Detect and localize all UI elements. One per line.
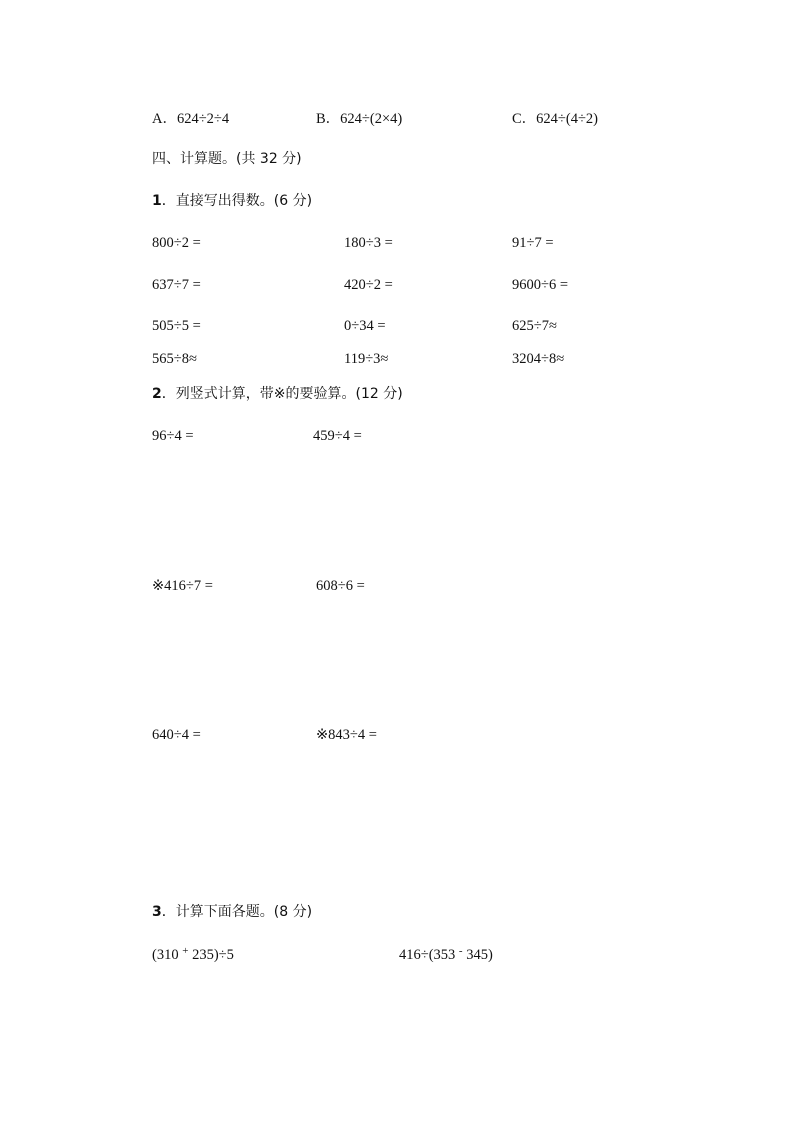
q2-item: ※416÷7 = xyxy=(152,578,213,594)
q1-item: 637÷7 = xyxy=(152,277,201,293)
q3-expression-1 xyxy=(152,945,234,963)
q1-item: 0÷34 = xyxy=(344,318,386,334)
option-b: B．624÷(2×4) xyxy=(316,111,403,127)
section-heading: 四、计算题。(共 32 分) xyxy=(152,151,302,167)
expr-part: 345) xyxy=(462,947,493,963)
q2-item: 96÷4 = xyxy=(152,428,194,444)
q3-expression-2 xyxy=(399,945,493,963)
question-number: 1 xyxy=(152,193,162,209)
expr-part: 416÷(353 xyxy=(399,947,459,963)
q1-item: 9600÷6 = xyxy=(512,277,569,293)
expr-part: 235)÷5 xyxy=(188,947,234,963)
option-c: C．624÷(4÷2) xyxy=(512,111,598,127)
question-text: ．直接写出得数。(6 分) xyxy=(161,193,313,209)
q1-item: 505÷5 = xyxy=(152,318,201,334)
q2-item: 459÷4 = xyxy=(313,428,362,444)
q1-item: 420÷2 = xyxy=(344,277,393,293)
q2-item: 640÷4 = xyxy=(152,727,201,743)
q1-item: 119÷3≈ xyxy=(344,351,389,367)
option-a: A．624÷2÷4 xyxy=(152,111,230,127)
q2-item: ※843÷4 = xyxy=(316,727,377,743)
q1-item: 3204÷8≈ xyxy=(512,351,565,367)
question-number: 3 xyxy=(152,904,162,920)
question-2-title xyxy=(152,387,403,401)
q1-item: 91÷7 = xyxy=(512,235,554,251)
q2-item: 608÷6 = xyxy=(316,578,365,594)
question-3-title xyxy=(152,905,312,919)
q1-item: 625÷7≈ xyxy=(512,318,557,334)
question-text: ．计算下面各题。(8 分) xyxy=(161,904,313,920)
plus-sign: + xyxy=(182,945,189,957)
expr-part: (310 xyxy=(152,947,183,963)
q1-item: 800÷2 = xyxy=(152,235,201,251)
question-1-title xyxy=(152,194,312,208)
q1-item: 565÷8≈ xyxy=(152,351,197,367)
q1-item: 180÷3 = xyxy=(344,235,393,251)
question-number: 2 xyxy=(152,386,162,402)
minus-sign: - xyxy=(458,945,463,957)
question-text: ．列竖式计算，带※的要验算。(12 分) xyxy=(161,386,403,402)
